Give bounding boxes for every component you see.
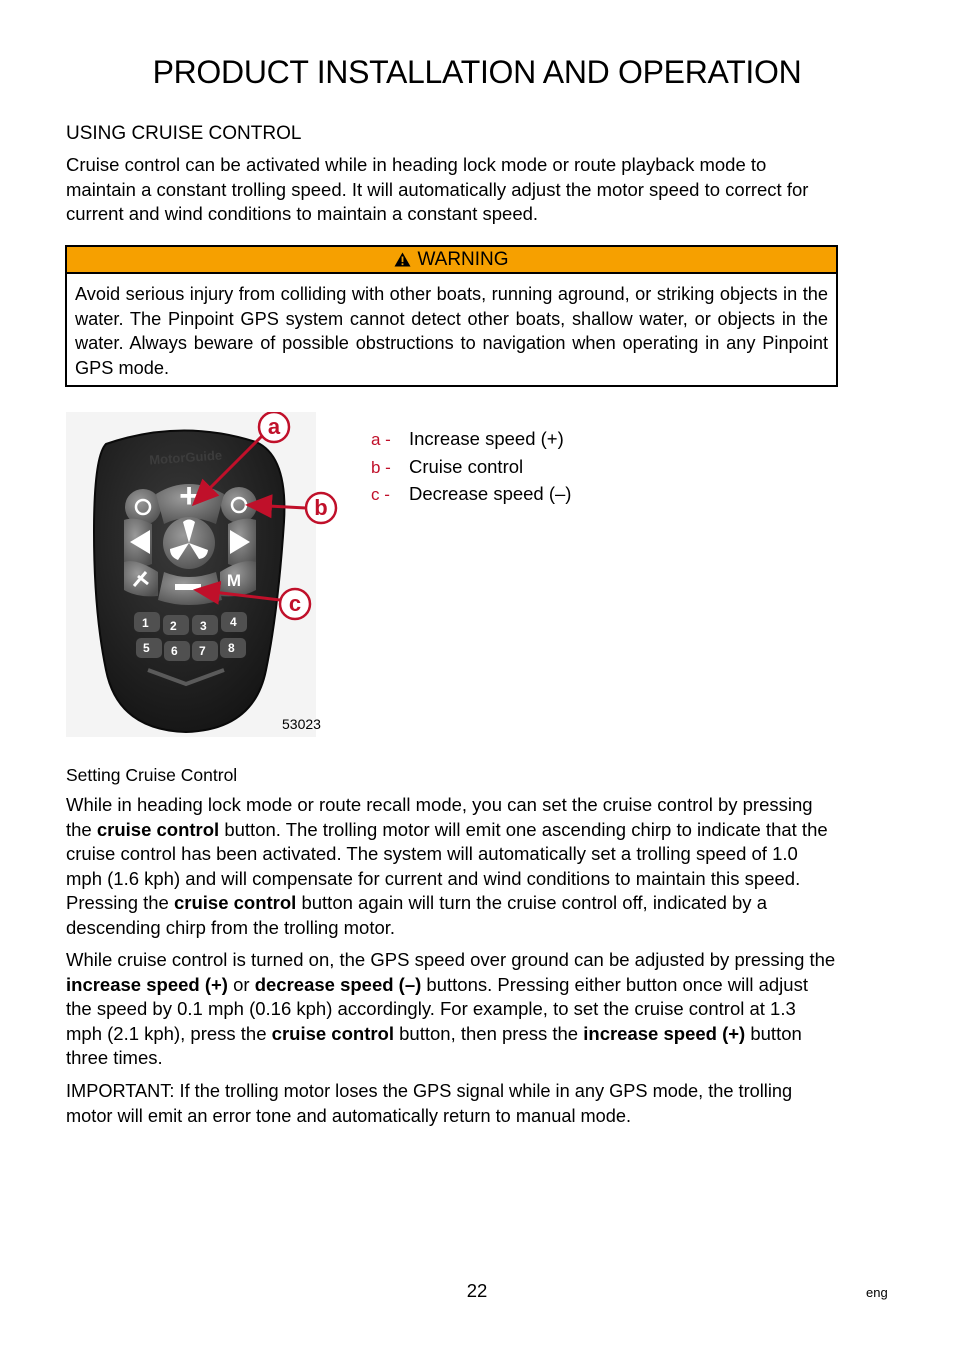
legend-item: [371, 427, 571, 455]
text-run: button, then press the: [394, 1022, 584, 1044]
intro-paragraph: Cruise control can be activated while in heading lock mode or route playback mode to maintain a constant trolling speed. It will automatically adjust the motor speed to correct for current and wind conditions to maintain a constant speed.: [66, 154, 809, 225]
warning-box: [65, 245, 838, 387]
legend-item: [371, 482, 571, 510]
setting-paragraph-2: [66, 948, 836, 1071]
legend-key: c -: [371, 485, 390, 504]
text-run: button again will turn the cruise control off, indicated by a descending chirp from the trolling motor.: [66, 892, 767, 938]
key-8: 8: [228, 641, 235, 655]
warning-label: WARNING: [417, 249, 509, 270]
page-title: PRODUCT INSTALLATION AND OPERATION: [152, 54, 802, 90]
setting-paragraph-1: [66, 793, 836, 941]
figure-number: 53023: [282, 716, 321, 732]
subsection-heading: Setting Cruise Control: [66, 765, 238, 785]
callout-b-label: b: [314, 495, 328, 520]
bold-term: cruise control: [173, 892, 297, 914]
bold-term: decrease speed (–): [254, 973, 422, 995]
key-2: 2: [170, 619, 177, 633]
key-5: 5: [143, 641, 150, 655]
key-7: 7: [199, 644, 206, 658]
language-code: eng: [866, 1285, 888, 1300]
warning-text: Avoid serious injury from colliding with other boats, running aground, or striking objects in the water. The Pinpoint GPS system cannot detect other boats, shallow water, or objects in the water. Always beware of possible obstructions to navigation when operating in any Pinpoint GPS mode.: [75, 284, 828, 378]
key-4: 4: [230, 615, 237, 629]
callout-c-label: c: [288, 591, 302, 616]
callout-a-label: a: [267, 414, 281, 439]
remote-control-illustration: [66, 412, 346, 742]
legend-key: b -: [371, 457, 391, 477]
bold-term: increase speed (+): [583, 1022, 746, 1044]
remote-figure: [66, 412, 346, 742]
text-run: While in heading lock mode or route recall mode, you can set the cruise control by pressing the: [66, 794, 813, 840]
page-number: 22: [466, 1280, 488, 1301]
legend-label: Increase speed (+): [409, 428, 564, 449]
legend-label: Cruise control: [409, 455, 524, 477]
key-1: 1: [142, 616, 149, 630]
svg-text:+: +: [179, 477, 199, 515]
warning-header: [67, 247, 836, 274]
legend-key: a -: [371, 430, 391, 449]
bold-term: increase speed (+): [66, 973, 228, 995]
legend-item: [371, 455, 571, 483]
key-6: 6: [171, 644, 178, 658]
m-key-label: M: [226, 571, 242, 590]
text-run: While cruise control is turned on, the GPS speed over ground can be adjusted by pressing the: [66, 949, 836, 970]
text-run: button. The trolling motor will emit one ascending chirp to indicate that the cruise control has been activated. The system will automatically set a trolling speed of 1.0 mph (1.6 kph) and will compensate for current and wind conditions to maintain this speed. Pressing the: [66, 818, 828, 914]
bold-term: cruise control: [96, 818, 220, 840]
section-heading: USING CRUISE CONTROL: [66, 123, 302, 144]
text-run: button three times.: [66, 1022, 802, 1069]
legend-label: Decrease speed (–): [409, 483, 572, 504]
important-note: IMPORTANT: If the trolling motor loses the GPS signal while in any GPS mode, the trolling motor will emit an error tone and automatically return to manual mode.: [66, 1081, 793, 1126]
warning-triangle-icon: [394, 252, 411, 267]
figure-legend: [371, 427, 571, 510]
key-3: 3: [200, 619, 207, 633]
text-run: buttons. Pressing either button once will adjust the speed by 0.1 mph (0.16 kph) accordingly. For example, to set the cruise control at 1.3 mph (2.1 kph), press the: [66, 973, 808, 1044]
text-run: or: [227, 973, 255, 995]
bold-term: cruise control: [271, 1022, 394, 1044]
remote-brand: MotorGuide: [148, 447, 223, 468]
